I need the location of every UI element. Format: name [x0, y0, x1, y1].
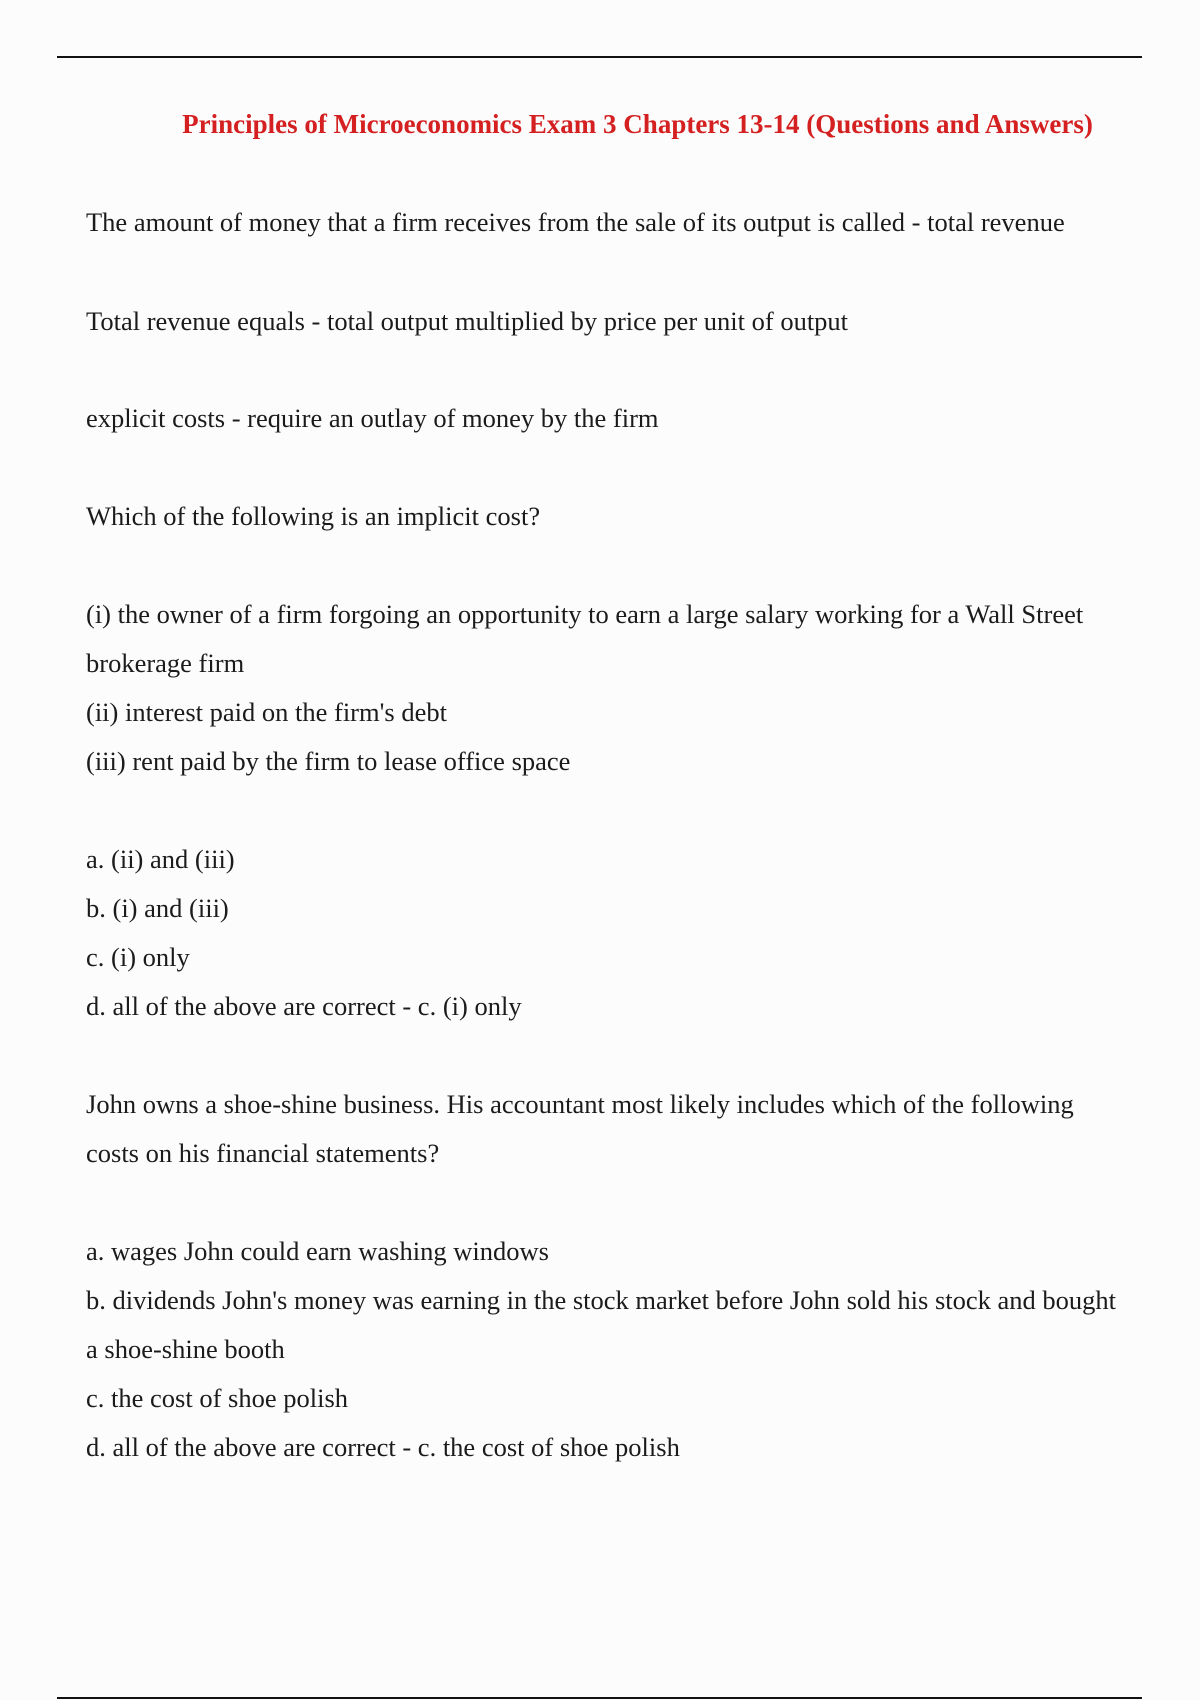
statement-item: (i) the owner of a firm forgoing an opportunity to earn a large salary working for a Wall Street	[86, 599, 1084, 629]
document-title: Principles of Microeconomics Exam 3 Chapters 13-14 (Questions and Answers)	[182, 109, 1093, 139]
answer-option: c. the cost of shoe polish	[86, 1383, 349, 1413]
qa-explicit-costs: explicit costs - require an outlay of money by the firm	[86, 403, 659, 433]
question-text: John owns a shoe-shine business. His accountant most likely includes which of the following	[86, 1089, 1074, 1119]
answer-option: c. (i) only	[86, 942, 190, 972]
statement-item: (iii) rent paid by the firm to lease office space	[86, 746, 571, 776]
qa-total-revenue-definition: The amount of money that a firm receives from the sale of its output is called - total revenue	[86, 207, 1065, 237]
answer-option: a. (ii) and (iii)	[86, 844, 235, 874]
answer-option-with-answer: d. all of the above are correct - c. (i) only	[86, 991, 522, 1021]
statement-item-continued: brokerage firm	[86, 648, 245, 678]
answer-option: b. dividends John's money was earning in the stock market before John sold his stock and bought	[86, 1285, 1117, 1315]
answer-option: b. (i) and (iii)	[86, 893, 229, 923]
answer-option-continued: a shoe-shine booth	[86, 1334, 285, 1364]
answer-option: a. wages John could earn washing windows	[86, 1236, 549, 1266]
question-text-continued: costs on his financial statements?	[86, 1138, 440, 1168]
question-text: Which of the following is an implicit cost?	[86, 501, 541, 531]
bottom-divider	[57, 1697, 1142, 1699]
statement-item: (ii) interest paid on the firm's debt	[86, 697, 447, 727]
qa-total-revenue-equals: Total revenue equals - total output multiplied by price per unit of output	[86, 306, 849, 336]
answer-option-with-answer: d. all of the above are correct - c. the cost of shoe polish	[86, 1432, 680, 1462]
top-divider	[57, 56, 1142, 58]
